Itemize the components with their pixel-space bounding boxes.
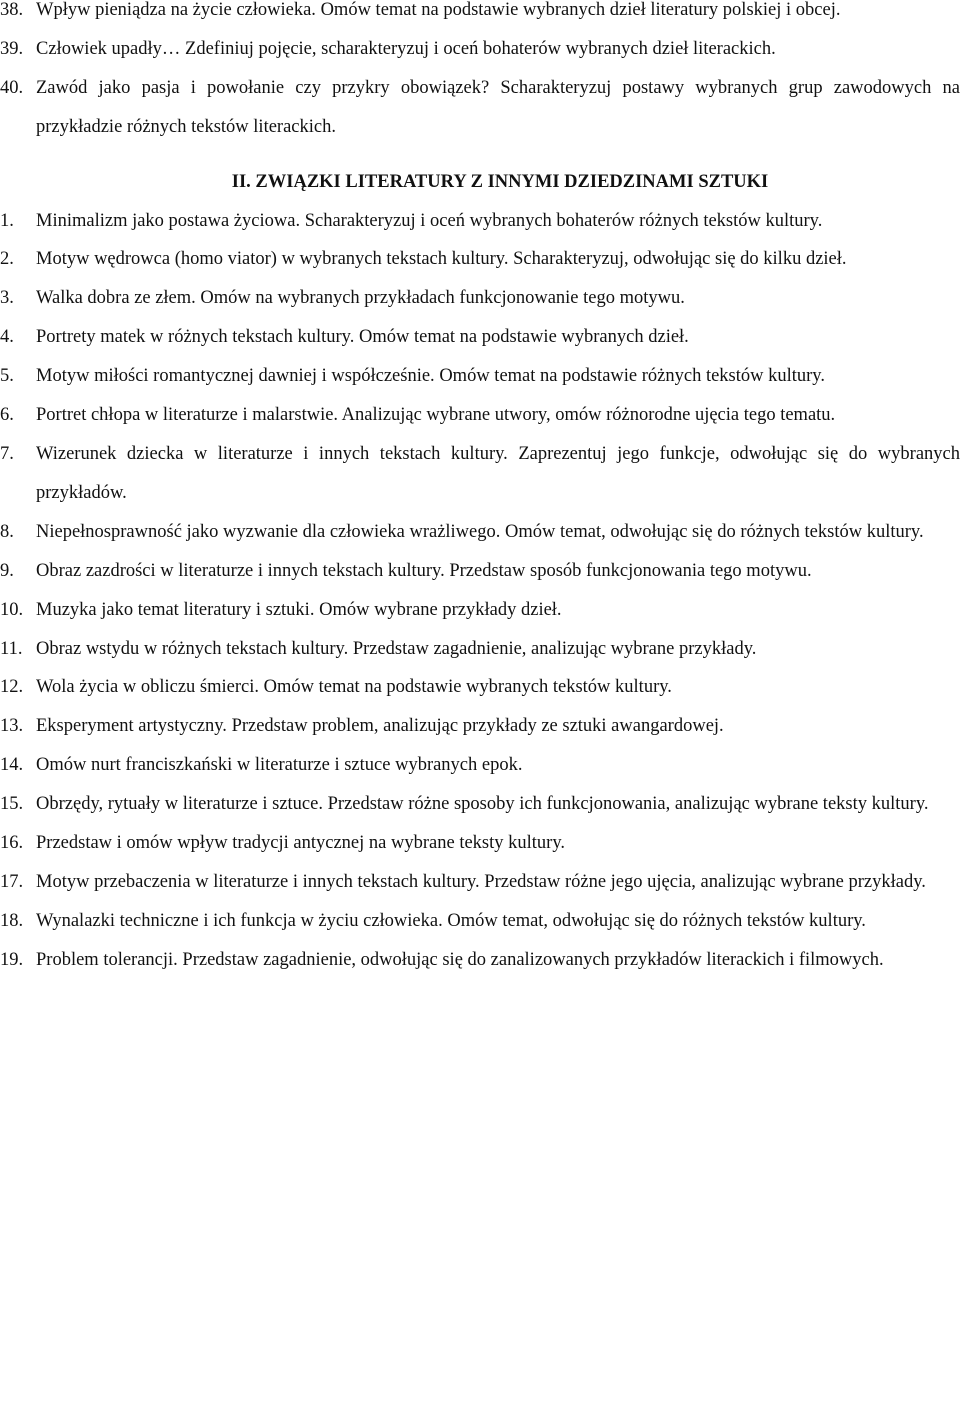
item-title: Portret chłopa w literaturze i malarstwie. bbox=[36, 405, 339, 426]
item-task: Omów temat na podstawie wybranych tekstów kultury. bbox=[263, 677, 672, 698]
item-text bbox=[0, 591, 960, 630]
item-task: Przedstaw sposób funkcjonowania tego motywu. bbox=[449, 560, 812, 581]
item-task: Zdefiniuj pojęcie, scharakteryzuj i oceń bohaterów wybranych dzieł literackich. bbox=[185, 38, 776, 59]
item-number: 11. bbox=[0, 638, 23, 659]
list-item bbox=[0, 30, 960, 69]
item-text bbox=[0, 357, 960, 396]
item-text bbox=[0, 941, 960, 980]
item-number: 38. bbox=[0, 0, 24, 20]
list-item bbox=[0, 668, 960, 707]
item-number: 5. bbox=[0, 366, 14, 387]
item-text bbox=[0, 396, 960, 435]
item-number: 40. bbox=[0, 77, 24, 98]
list-item bbox=[0, 396, 960, 435]
item-text bbox=[0, 30, 960, 69]
item-number: 15. bbox=[0, 794, 24, 815]
list-item bbox=[0, 69, 960, 147]
list-item bbox=[0, 824, 960, 863]
item-number: 17. bbox=[0, 871, 24, 892]
item-number: 6. bbox=[0, 405, 14, 426]
item-number: 14. bbox=[0, 755, 24, 776]
list-item bbox=[0, 902, 960, 941]
item-title: Wynalazki techniczne i ich funkcja w życiu człowieka. bbox=[36, 910, 443, 931]
item-title: Motyw miłości romantycznej dawniej i współcześnie. bbox=[36, 366, 435, 387]
item-text bbox=[0, 902, 960, 941]
item-task: Przedstaw różne sposoby ich funkcjonowania, analizując wybrane teksty kultury. bbox=[327, 794, 929, 815]
item-task: Omów temat na podstawie różnych tekstów kultury. bbox=[439, 366, 825, 387]
topic-list bbox=[0, 202, 960, 980]
item-title: Problem tolerancji. bbox=[36, 949, 178, 970]
item-title: Wola życia w obliczu śmierci. bbox=[36, 677, 259, 698]
item-title: Przedstaw i omów wpływ tradycji antycznej na wybrane teksty kultury. bbox=[36, 833, 565, 854]
item-title: Portrety matek w różnych tekstach kultury. bbox=[36, 327, 355, 348]
item-number: 18. bbox=[0, 910, 24, 931]
item-task: Omów temat, odwołując się do różnych tekstów kultury. bbox=[447, 910, 866, 931]
item-number: 16. bbox=[0, 833, 24, 854]
list-item bbox=[0, 863, 960, 902]
item-task: Scharakteryzuj postawy wybranych grup zawodowych na przykładzie różnych tekstów literackich. bbox=[36, 77, 960, 137]
item-text bbox=[0, 824, 960, 863]
item-title: Niepełnosprawność jako wyzwanie dla człowieka wrażliwego. bbox=[36, 521, 501, 542]
item-text bbox=[0, 279, 960, 318]
item-number: 12. bbox=[0, 677, 24, 698]
list-item bbox=[0, 552, 960, 591]
item-number: 3. bbox=[0, 288, 14, 309]
item-title: Obraz wstydu w różnych tekstach kultury. bbox=[36, 638, 349, 659]
item-number: 19. bbox=[0, 949, 24, 970]
list-item bbox=[0, 435, 960, 513]
item-task: Omów temat na podstawie wybranych dzieł literatury polskiej i obcej. bbox=[320, 0, 841, 20]
item-task: Omów temat, odwołując się do różnych tekstów kultury. bbox=[505, 521, 924, 542]
item-text bbox=[0, 69, 960, 147]
item-number: 7. bbox=[0, 443, 14, 464]
item-task: Scharakteryzuj, odwołując się do kilku dzieł. bbox=[513, 249, 847, 270]
item-text bbox=[0, 318, 960, 357]
item-number: 9. bbox=[0, 560, 14, 581]
list-item bbox=[0, 746, 960, 785]
item-title: Człowiek upadły… bbox=[36, 38, 181, 59]
list-item bbox=[0, 0, 960, 30]
item-text bbox=[0, 785, 960, 824]
item-text bbox=[0, 630, 960, 669]
item-title: Obraz zazdrości w literaturze i innych tekstach kultury. bbox=[36, 560, 445, 581]
item-title: Obrzędy, rytuały w literaturze i sztuce. bbox=[36, 794, 323, 815]
item-title: Wizerunek dziecka w literaturze i innych tekstach kultury. bbox=[36, 443, 508, 464]
list-item bbox=[0, 279, 960, 318]
item-title: Motyw wędrowca (homo viator) w wybranych tekstach kultury. bbox=[36, 249, 509, 270]
item-number: 2. bbox=[0, 249, 14, 270]
item-title: Eksperyment artystyczny. bbox=[36, 716, 227, 737]
item-task: Przedstaw różne jego ujęcia, analizując wybrane przykłady. bbox=[484, 871, 926, 892]
list-item bbox=[0, 202, 960, 241]
item-number: 1. bbox=[0, 210, 14, 231]
item-number: 10. bbox=[0, 599, 24, 620]
item-task: Analizując wybrane utwory, omów różnorodne ujęcia tego tematu. bbox=[341, 405, 836, 426]
section-heading: II. ZWIĄZKI LITERATURY Z INNYMI DZIEDZINAMI SZTUKI bbox=[231, 171, 769, 192]
item-text bbox=[0, 240, 960, 279]
item-number: 13. bbox=[0, 716, 24, 737]
item-task: Zaprezentuj jego funkcje, odwołując się do wybranych przykładów. bbox=[36, 443, 960, 503]
item-title: Walka dobra ze złem. bbox=[36, 288, 196, 309]
list-item bbox=[0, 513, 960, 552]
item-text bbox=[0, 746, 960, 785]
item-task: Przedstaw zagadnienie, analizując wybrane przykłady. bbox=[352, 638, 757, 659]
item-title: Minimalizm jako postawa życiowa. bbox=[36, 210, 301, 231]
list-item bbox=[0, 785, 960, 824]
item-task: Omów temat na podstawie wybranych dzieł. bbox=[358, 327, 689, 348]
item-text bbox=[0, 435, 960, 513]
item-task: Scharakteryzuj i oceń wybranych bohaterów różnych tekstów kultury. bbox=[304, 210, 823, 231]
list-item bbox=[0, 591, 960, 630]
item-text bbox=[0, 707, 960, 746]
list-item bbox=[0, 357, 960, 396]
item-task: Przedstaw zagadnienie, odwołując się do zanalizowanych przykładów literackich i filmowych. bbox=[182, 949, 884, 970]
item-text bbox=[0, 668, 960, 707]
list-item bbox=[0, 240, 960, 279]
item-title: Wpływ pieniądza na życie człowieka. bbox=[36, 0, 316, 20]
item-task: Omów wybrane przykłady dzieł. bbox=[319, 599, 562, 620]
item-text bbox=[0, 513, 960, 552]
item-number: 4. bbox=[0, 327, 14, 348]
item-title: Muzyka jako temat literatury i sztuki. bbox=[36, 599, 315, 620]
item-text bbox=[0, 552, 960, 591]
item-text bbox=[0, 202, 960, 241]
item-title: Zawód jako pasja i powołanie czy przykry obowiązek? bbox=[36, 77, 490, 98]
list-item bbox=[0, 941, 960, 980]
item-number: 8. bbox=[0, 521, 14, 542]
list-item bbox=[0, 630, 960, 669]
item-title: Motyw przebaczenia w literaturze i innych tekstach kultury. bbox=[36, 871, 480, 892]
item-task: Przedstaw problem, analizując przykłady ze sztuki awangardowej. bbox=[231, 716, 724, 737]
list-item bbox=[0, 707, 960, 746]
item-text bbox=[0, 0, 960, 30]
item-task: Omów na wybranych przykładach funkcjonowanie tego motywu. bbox=[200, 288, 685, 309]
list-item bbox=[0, 318, 960, 357]
item-title: Omów nurt franciszkański w literaturze i sztuce wybranych epok. bbox=[36, 755, 523, 776]
item-number: 39. bbox=[0, 38, 24, 59]
item-text bbox=[0, 863, 960, 902]
